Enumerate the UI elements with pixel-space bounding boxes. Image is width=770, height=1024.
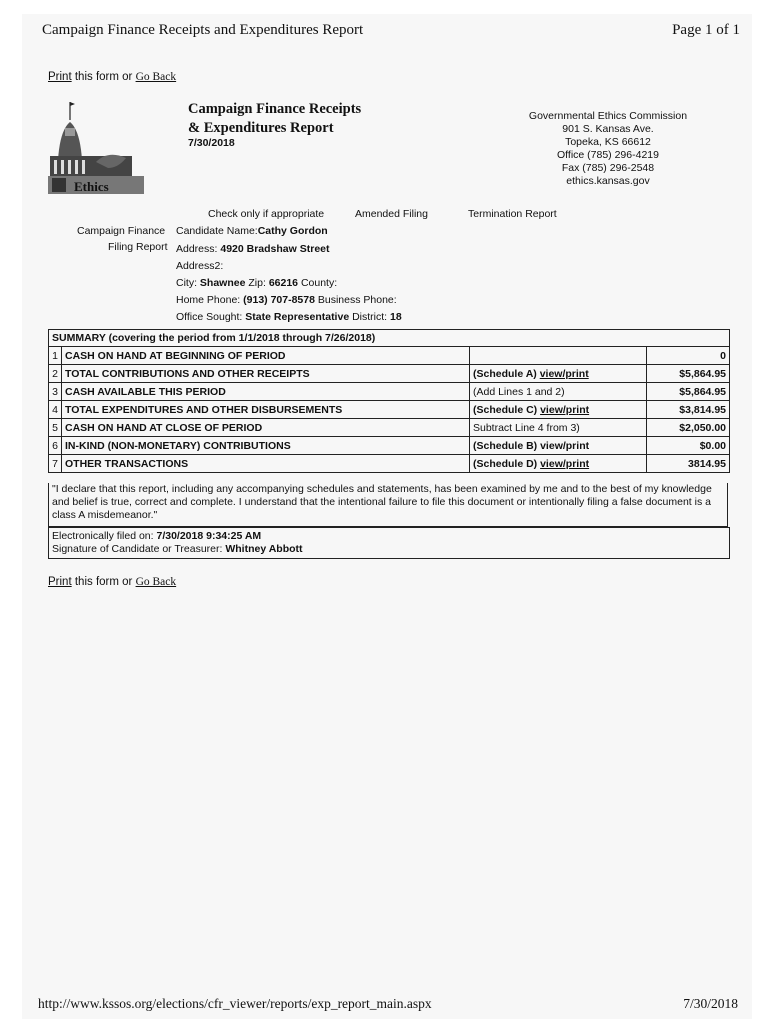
business-phone-label: Business Phone: [317,294,397,306]
agency-website: ethics.kansas.gov [566,175,650,187]
filed-value: 7/30/2018 9:34:25 AM [156,530,262,542]
signer-value: Whitney Abbott [225,543,303,555]
check-label: Check only if appropriate [208,208,325,220]
district-label: District: [352,311,388,323]
summary-heading-row [49,330,730,347]
summary-line-number: 3 [49,383,62,401]
district-value: 18 [390,311,402,323]
agency-address [508,110,708,188]
agency-fax: Fax (785) 296-2548 [561,162,655,174]
office-row [176,311,402,323]
address-label: Address: [176,243,218,255]
county-label: County: [300,277,338,289]
page-number: Page 1 of 1 [672,22,740,38]
signer-label: Signature of Candidate or Treasurer: [52,543,223,555]
go-back-link-bottom[interactable]: Go Back [135,576,177,588]
summary-note-text: (Schedule D) [473,457,541,470]
candidate-label: Candidate Name: [176,225,258,237]
footer-date: 7/30/2018 [683,996,738,1011]
office-label: Office Sought: [176,311,243,323]
summary-line-number: 5 [49,419,62,437]
summary-row [49,365,730,383]
page-header-title: Campaign Finance Receipts and Expenditures Report [42,22,364,38]
report-title-line1: Campaign Finance Receipts [188,101,362,117]
report-title-line2: & Expenditures Report [188,120,334,136]
print-link[interactable]: Print [48,71,72,83]
summary-note-text: (Schedule A) [473,367,540,380]
signature-box [48,527,730,559]
agency-city: Topeka, KS 66612 [565,136,651,148]
summary-line-note [470,365,647,383]
nav-bottom [48,576,176,588]
city-label: City: [176,277,197,289]
summary-line-amount: $5,864.95 [647,383,730,401]
seal-text: Ethics [74,179,109,194]
zip-value: 66216 [268,277,299,289]
summary-line-note [470,347,647,365]
summary-line-number: 7 [49,455,62,473]
summary-row [49,419,730,437]
summary-row [49,347,730,365]
go-back-link[interactable]: Go Back [135,71,177,83]
nav-top [48,71,176,83]
report-date: 7/30/2018 [188,137,235,149]
declaration-text: "I declare that this report, including any accompanying schedules and statements, has been examined by me and to the best of my knowledge and belief is true, correct and complete. I understand that the intentional failure to file this document or intentionally filing a false document is a class A misdemeanor." [48,483,728,527]
view-print-link[interactable]: view/print [540,403,590,416]
office-value: State Representative [245,311,350,323]
summary-line-amount: 0 [647,347,730,365]
summary-line-amount: $2,050.00 [647,419,730,437]
amended-filing-option[interactable]: Amended Filing [355,208,428,220]
zip-label: Zip: [248,277,266,289]
summary-row [49,383,730,401]
nav-text-bottom: this form or [71,576,136,588]
summary-line-description: CASH ON HAND AT BEGINNING OF PERIOD [62,347,470,365]
address2-label: Address2: [176,260,224,272]
view-print-link[interactable]: view/print [539,367,589,380]
summary-heading: SUMMARY (covering the period from 1/1/2018 through 7/26/2018) [49,330,730,347]
summary-row [49,401,730,419]
summary-note-text: (Schedule B) view/print [473,439,590,452]
agency-street: 901 S. Kansas Ave. [562,123,654,135]
summary-line-note [470,401,647,419]
signer-row [52,543,726,556]
summary-line-number: 4 [49,401,62,419]
view-print-link[interactable]: view/print [540,457,590,470]
city-row [176,277,337,289]
summary-line-note [470,437,647,455]
candidate-name: Cathy Gordon [257,225,328,237]
summary-row [49,455,730,473]
summary-line-description: OTHER TRANSACTIONS [62,455,470,473]
summary-line-number: 2 [49,365,62,383]
summary-line-note [470,383,647,401]
print-link-bottom[interactable]: Print [48,576,72,588]
summary-line-description: IN-KIND (NON-MONETARY) CONTRIBUTIONS [62,437,470,455]
candidate-row [176,225,328,237]
summary-row [49,437,730,455]
summary-line-amount: $3,814.95 [647,401,730,419]
summary-line-number: 1 [49,347,62,365]
filed-row [52,530,726,543]
summary-line-note [470,455,647,473]
address-row [176,243,330,255]
summary-note-text: Subtract Line 4 from 3) [473,421,580,434]
summary-line-amount: $0.00 [647,437,730,455]
agency-name: Governmental Ethics Commission [528,110,688,122]
side-label-1: Campaign Finance [77,225,166,237]
footer-url: http://www.kssos.org/elections/cfr_viewer/reports/exp_report_main.aspx [38,996,432,1011]
summary-line-description: CASH ON HAND AT CLOSE OF PERIOD [62,419,470,437]
home-phone-value: (913) 707-8578 [243,294,315,306]
agency-office-phone: Office (785) 296-4219 [557,149,659,161]
filed-label: Electronically filed on: [52,530,154,542]
ethics-seal-logo [48,98,144,200]
side-label-2: Filing Report [108,241,168,253]
summary-line-description: CASH AVAILABLE THIS PERIOD [62,383,470,401]
summary-line-note [470,419,647,437]
address-value: 4920 Bradshaw Street [220,243,330,255]
summary-line-description: TOTAL CONTRIBUTIONS AND OTHER RECEIPTS [62,365,470,383]
termination-report-option[interactable]: Termination Report [468,208,557,220]
city-value: Shawnee [199,277,246,289]
summary-table [48,329,730,473]
summary-line-number: 6 [49,437,62,455]
nav-text: this form or [71,71,136,83]
summary-note-text: (Schedule C) [473,403,541,416]
report-title [188,100,361,138]
home-phone-label: Home Phone: [176,294,241,306]
summary-line-amount: $5,864.95 [647,365,730,383]
phone-row [176,294,397,306]
summary-note-text: (Add Lines 1 and 2) [473,385,565,398]
summary-line-description: TOTAL EXPENDITURES AND OTHER DISBURSEMENTS [62,401,470,419]
summary-line-amount: 3814.95 [647,455,730,473]
